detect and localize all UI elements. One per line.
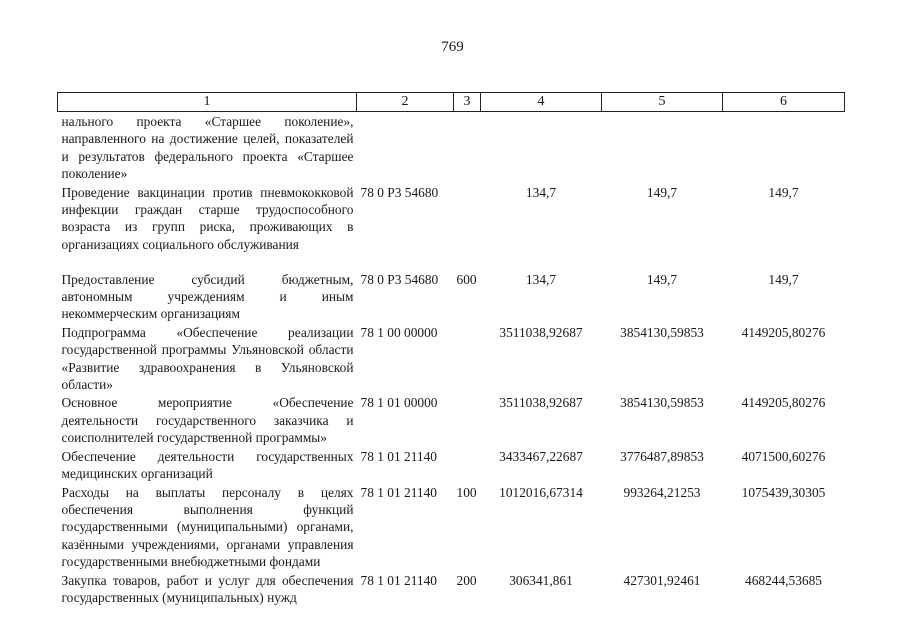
row-value-col5: 427301,92461 xyxy=(623,572,701,588)
row-value-col4: 306341,861 xyxy=(509,572,573,588)
row-value-col6: 4149205,80276 xyxy=(741,395,826,411)
table-row xyxy=(58,183,845,270)
row-expense-type: 200 xyxy=(456,572,477,588)
row-value-col5: 149,7 xyxy=(646,271,678,287)
row-value-col6: 149,7 xyxy=(768,271,799,287)
row-name: Предоставление субсидий бюджетным, автономным учреждениям и иным некоммерческим организациям xyxy=(61,271,354,322)
row-target-code: 78 1 01 21140 xyxy=(360,448,437,464)
row-value-col4: 3433467,22687 xyxy=(499,448,583,464)
row-target-code: 78 0 P3 54680 xyxy=(360,184,439,200)
header-col-2: 2 xyxy=(357,93,454,112)
row-target-code: 78 1 01 21140 xyxy=(360,484,437,500)
row-value-col6: 4149205,80276 xyxy=(741,324,826,340)
row-value-col4 xyxy=(481,112,602,183)
row-expense-type xyxy=(454,393,481,446)
row-value-col5: 3776487,89853 xyxy=(620,448,704,464)
table-row xyxy=(58,571,845,607)
table-row xyxy=(58,483,845,571)
header-col-1: 1 xyxy=(58,93,357,112)
row-name: Проведение вакцинации против пневмококковой инфекции граждан старше трудоспособного возраста из групп риска, проживающих в организациях социального обслуживания xyxy=(61,184,354,252)
table-row xyxy=(58,323,845,394)
row-target-code: 78 1 01 21140 xyxy=(360,572,437,588)
row-expense-type: 100 xyxy=(456,484,477,500)
table-row xyxy=(58,393,845,446)
row-value-col5: 3854130,59853 xyxy=(620,324,704,340)
table-row xyxy=(58,270,845,323)
row-expense-type xyxy=(454,183,481,270)
row-expense-type xyxy=(454,323,481,394)
row-target-code: 78 1 00 00000 xyxy=(360,324,438,340)
header-col-5: 5 xyxy=(602,93,723,112)
row-value-col4: 3511038,92687 xyxy=(499,324,583,340)
row-expense-type: 600 xyxy=(456,271,477,287)
row-name: Расходы на выплаты персоналу в целях обеспечения выполнения функций государственными (муниципальными) органами, казёнными учреждениями, органами управления государственными внебюджетными фондами xyxy=(61,484,354,570)
row-name: Закупка товаров, работ и услуг для обеспечения государственных (муниципальных) нужд xyxy=(61,572,354,605)
row-value-col4: 3511038,92687 xyxy=(499,395,583,411)
row-value-col4: 134,7 xyxy=(525,184,557,200)
row-name: Подпрограмма «Обеспечение реализации государственной программы Ульяновской области «Развитие здравоохранения в Ульяновской области» xyxy=(61,324,354,393)
row-name: нального проекта «Старшее поколение», направленного на достижение целей, показателей и результатов федерального проекта «Старшее поколение» xyxy=(61,114,354,182)
row-value-col4: 134,7 xyxy=(525,271,557,287)
row-expense-type xyxy=(454,112,481,183)
row-target-code: 78 1 01 00000 xyxy=(360,395,438,411)
row-value-col6: 149,7 xyxy=(768,184,799,200)
row-value-col5: 149,7 xyxy=(646,184,678,200)
row-target-code xyxy=(357,112,454,183)
row-name: Обеспечение деятельности государственных медицинских организаций xyxy=(61,448,354,482)
budget-table xyxy=(57,92,845,607)
row-value-col5 xyxy=(602,112,723,183)
row-value-col6: 468244,53685 xyxy=(745,572,822,588)
page-number: 769 xyxy=(441,39,464,55)
header-row xyxy=(58,93,845,112)
table-row xyxy=(58,112,845,183)
header-col-3: 3 xyxy=(454,93,481,112)
row-target-code: 78 0 P3 54680 xyxy=(360,271,439,287)
table-row xyxy=(58,447,845,483)
header-col-6: 6 xyxy=(723,93,845,112)
row-value-col6: 1075439,30305 xyxy=(741,484,826,500)
row-expense-type xyxy=(454,447,481,483)
row-value-col6 xyxy=(723,112,845,183)
row-value-col6: 4071500,60276 xyxy=(741,448,826,464)
row-value-col5: 993264,21253 xyxy=(623,484,701,500)
row-value-col5: 3854130,59853 xyxy=(620,395,704,411)
row-name: Основное мероприятие «Обеспечение деятельности государственного заказчика и соисполнителей государственной программы» xyxy=(61,395,354,446)
row-value-col4: 1012016,67314 xyxy=(499,484,583,500)
header-col-4: 4 xyxy=(481,93,602,112)
